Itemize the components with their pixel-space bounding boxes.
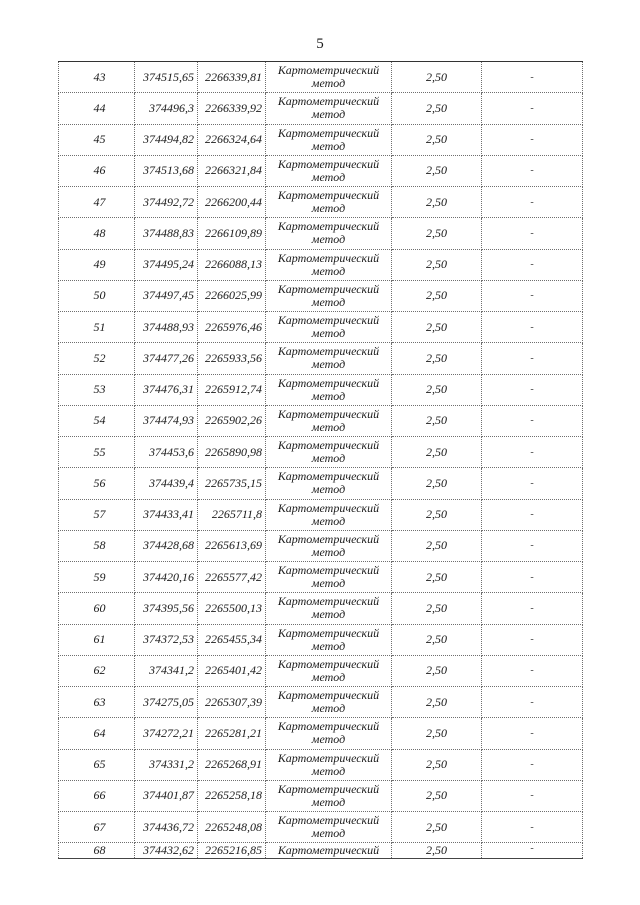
y-coordinate-cell: 2265902,26 [198,405,266,436]
note-cell: - [482,312,583,343]
accuracy-cell: 2,50 [392,530,482,561]
coordinates-table [58,61,583,859]
y-coordinate-cell: 2266109,89 [198,218,266,249]
y-coordinate-cell: 2265613,69 [198,530,266,561]
accuracy-cell: 2,50 [392,655,482,686]
note-cell: - [482,62,583,93]
x-coordinate-cell: 374439,4 [135,468,198,499]
point-number-cell: 64 [59,718,135,749]
method-cell: Картометрический метод [266,437,392,468]
y-coordinate-cell: 2265976,46 [198,312,266,343]
point-number-cell: 46 [59,155,135,186]
accuracy-cell: 2,50 [392,812,482,843]
x-coordinate-cell: 374474,93 [135,405,198,436]
accuracy-cell: 2,50 [392,562,482,593]
method-cell: Картометрический метод [266,405,392,436]
y-coordinate-cell: 2265912,74 [198,374,266,405]
point-number-cell: 62 [59,655,135,686]
method-cell: Картометрический метод [266,718,392,749]
method-cell: Картометрический метод [266,468,392,499]
accuracy-cell: 2,50 [392,312,482,343]
note-cell: - [482,687,583,718]
y-coordinate-cell: 2266324,64 [198,124,266,155]
note-cell: - [482,780,583,811]
y-coordinate-cell: 2266088,13 [198,249,266,280]
method-cell: Картометрический метод [266,780,392,811]
point-number-cell: 44 [59,93,135,124]
x-coordinate-cell: 374515,65 [135,62,198,93]
accuracy-cell: 2,50 [392,374,482,405]
accuracy-cell: 2,50 [392,749,482,780]
coordinates-table-body [59,62,583,859]
y-coordinate-cell: 2265933,56 [198,343,266,374]
x-coordinate-cell: 374420,16 [135,562,198,593]
x-coordinate-cell: 374372,53 [135,624,198,655]
x-coordinate-cell: 374401,87 [135,780,198,811]
note-cell: - [482,499,583,530]
x-coordinate-cell: 374513,68 [135,155,198,186]
point-number-cell: 57 [59,499,135,530]
table-row [59,687,583,718]
accuracy-cell: 2,50 [392,343,482,374]
x-coordinate-cell: 374395,56 [135,593,198,624]
table-row [59,530,583,561]
method-cell: Картометрический метод [266,62,392,93]
method-cell: Картометрический метод [266,124,392,155]
table-row [59,343,583,374]
method-cell: Картометрический метод [266,499,392,530]
accuracy-cell: 2,50 [392,468,482,499]
table-row [59,187,583,218]
x-coordinate-cell: 374436,72 [135,812,198,843]
y-coordinate-cell: 2265735,15 [198,468,266,499]
x-coordinate-cell: 374492,72 [135,187,198,218]
note-cell: - [482,155,583,186]
point-number-cell: 43 [59,62,135,93]
page-number: 5 [316,36,324,52]
table-row [59,562,583,593]
method-cell: Картометрический метод [266,812,392,843]
method-cell: Картометрический метод [266,280,392,311]
y-coordinate-cell: 2265307,39 [198,687,266,718]
y-coordinate-cell: 2265401,42 [198,655,266,686]
x-coordinate-cell: 374432,62 [135,843,198,859]
note-cell: - [482,718,583,749]
method-cell: Картометрический метод [266,624,392,655]
x-coordinate-cell: 374272,21 [135,718,198,749]
note-cell: - [482,280,583,311]
table-row [59,624,583,655]
note-cell: - [482,374,583,405]
point-number-cell: 52 [59,343,135,374]
table-row [59,749,583,780]
accuracy-cell: 2,50 [392,62,482,93]
x-coordinate-cell: 374433,41 [135,499,198,530]
method-cell: Картометрический метод [266,687,392,718]
table-row [59,593,583,624]
table-row [59,437,583,468]
x-coordinate-cell: 374341,2 [135,655,198,686]
note-cell: - [482,812,583,843]
point-number-cell: 60 [59,593,135,624]
accuracy-cell: 2,50 [392,405,482,436]
point-number-cell: 45 [59,124,135,155]
table-row [59,655,583,686]
table-row [59,812,583,843]
y-coordinate-cell: 2265258,18 [198,780,266,811]
y-coordinate-cell: 2265711,8 [198,499,266,530]
y-coordinate-cell: 2266200,44 [198,187,266,218]
accuracy-cell: 2,50 [392,187,482,218]
y-coordinate-cell: 2266025,99 [198,280,266,311]
note-cell: - [482,249,583,280]
table-row [59,62,583,93]
x-coordinate-cell: 374495,24 [135,249,198,280]
accuracy-cell: 2,50 [392,499,482,530]
point-number-cell: 63 [59,687,135,718]
note-cell: - [482,530,583,561]
accuracy-cell: 2,50 [392,593,482,624]
y-coordinate-cell: 2266321,84 [198,155,266,186]
point-number-cell: 54 [59,405,135,436]
point-number-cell: 49 [59,249,135,280]
note-cell: - [482,124,583,155]
note-cell: - [482,843,583,859]
table-row [59,93,583,124]
note-cell: - [482,187,583,218]
method-cell: Картометрический метод [266,93,392,124]
method-cell: Картометрический [266,843,392,859]
accuracy-cell: 2,50 [392,437,482,468]
x-coordinate-cell: 374488,93 [135,312,198,343]
note-cell: - [482,218,583,249]
note-cell: - [482,749,583,780]
x-coordinate-cell: 374275,05 [135,687,198,718]
note-cell: - [482,655,583,686]
x-coordinate-cell: 374497,45 [135,280,198,311]
x-coordinate-cell: 374476,31 [135,374,198,405]
method-cell: Картометрический метод [266,155,392,186]
point-number-cell: 47 [59,187,135,218]
table-row [59,468,583,499]
point-number-cell: 56 [59,468,135,499]
point-number-cell: 53 [59,374,135,405]
table-row [59,280,583,311]
table-row [59,312,583,343]
point-number-cell: 51 [59,312,135,343]
method-cell: Картометрический метод [266,249,392,280]
x-coordinate-cell: 374331,2 [135,749,198,780]
note-cell: - [482,624,583,655]
note-cell: - [482,93,583,124]
point-number-cell: 68 [59,843,135,859]
table-row [59,374,583,405]
method-cell: Картометрический метод [266,530,392,561]
method-cell: Картометрический метод [266,374,392,405]
y-coordinate-cell: 2265500,13 [198,593,266,624]
method-cell: Картометрический метод [266,312,392,343]
table-row [59,249,583,280]
accuracy-cell: 2,50 [392,780,482,811]
accuracy-cell: 2,50 [392,843,482,859]
table-row [59,499,583,530]
note-cell: - [482,468,583,499]
y-coordinate-cell: 2266339,92 [198,93,266,124]
method-cell: Картометрический метод [266,187,392,218]
method-cell: Картометрический метод [266,343,392,374]
note-cell: - [482,343,583,374]
table-row [59,843,583,859]
x-coordinate-cell: 374496,3 [135,93,198,124]
accuracy-cell: 2,50 [392,624,482,655]
y-coordinate-cell: 2265577,42 [198,562,266,593]
table-row [59,124,583,155]
table-row [59,718,583,749]
y-coordinate-cell: 2265455,34 [198,624,266,655]
accuracy-cell: 2,50 [392,218,482,249]
point-number-cell: 61 [59,624,135,655]
x-coordinate-cell: 374477,26 [135,343,198,374]
x-coordinate-cell: 374488,83 [135,218,198,249]
note-cell: - [482,405,583,436]
method-cell: Картометрический метод [266,655,392,686]
y-coordinate-cell: 2265248,08 [198,812,266,843]
accuracy-cell: 2,50 [392,687,482,718]
accuracy-cell: 2,50 [392,93,482,124]
table-row [59,218,583,249]
y-coordinate-cell: 2265890,98 [198,437,266,468]
table-row [59,780,583,811]
accuracy-cell: 2,50 [392,124,482,155]
method-cell: Картометрический метод [266,593,392,624]
accuracy-cell: 2,50 [392,155,482,186]
y-coordinate-cell: 2265281,21 [198,718,266,749]
x-coordinate-cell: 374428,68 [135,530,198,561]
note-cell: - [482,437,583,468]
point-number-cell: 59 [59,562,135,593]
table-row [59,155,583,186]
method-cell: Картометрический метод [266,218,392,249]
x-coordinate-cell: 374453,6 [135,437,198,468]
method-cell: Картометрический метод [266,562,392,593]
x-coordinate-cell: 374494,82 [135,124,198,155]
y-coordinate-cell: 2266339,81 [198,62,266,93]
accuracy-cell: 2,50 [392,718,482,749]
point-number-cell: 58 [59,530,135,561]
point-number-cell: 66 [59,780,135,811]
point-number-cell: 48 [59,218,135,249]
table-row [59,405,583,436]
note-cell: - [482,562,583,593]
y-coordinate-cell: 2265216,85 [198,843,266,859]
point-number-cell: 50 [59,280,135,311]
point-number-cell: 55 [59,437,135,468]
point-number-cell: 67 [59,812,135,843]
point-number-cell: 65 [59,749,135,780]
note-cell: - [482,593,583,624]
accuracy-cell: 2,50 [392,249,482,280]
y-coordinate-cell: 2265268,91 [198,749,266,780]
method-cell: Картометрический метод [266,749,392,780]
accuracy-cell: 2,50 [392,280,482,311]
